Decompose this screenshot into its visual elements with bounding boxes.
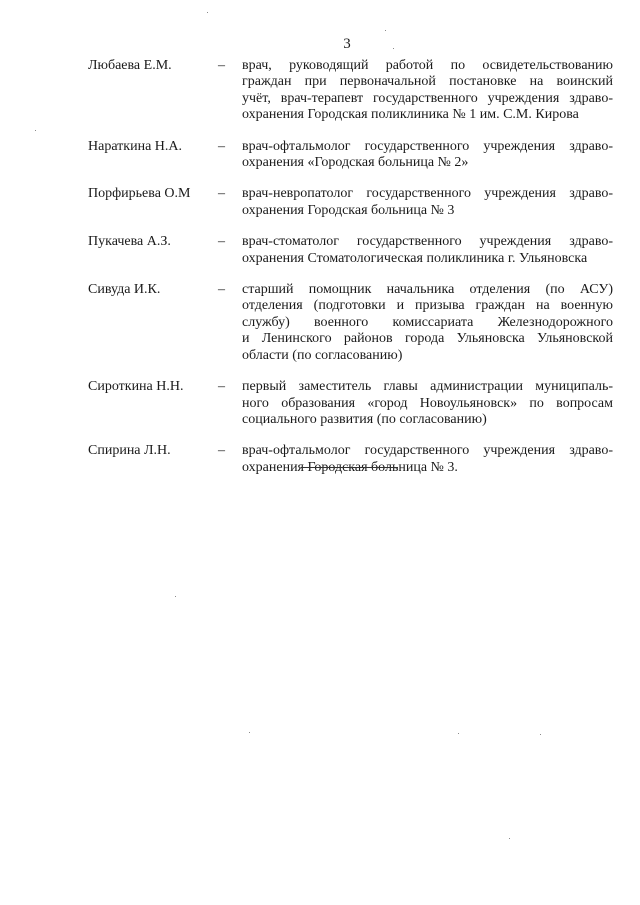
list-item <box>88 234 613 267</box>
scan-speck <box>540 734 541 735</box>
scan-speck <box>393 48 394 49</box>
member-name: Сивуда И.К. <box>88 282 161 298</box>
scan-speck <box>175 596 176 597</box>
dash-separator: – <box>218 379 225 395</box>
member-name: Любаева Е.М. <box>88 58 172 73</box>
dash-separator: – <box>218 58 225 73</box>
scan-speck <box>385 30 386 31</box>
member-description <box>242 139 613 172</box>
member-name: Спирина Л.Н. <box>88 443 171 459</box>
description-line: учёт, врач-терапевт государственного учреждения здраво- <box>242 90 613 106</box>
dash-separator: – <box>218 443 225 459</box>
list-item <box>88 443 613 476</box>
list-item <box>88 282 613 364</box>
dash-separator: – <box>218 186 225 202</box>
scan-speck <box>249 732 250 733</box>
description-line: врач-стоматолог государственного учреждения здраво- <box>242 234 613 250</box>
dash-separator: – <box>218 282 225 298</box>
dash-separator: – <box>218 234 225 250</box>
description-line: охранения «Городская больница № 2» <box>242 155 469 171</box>
list-item <box>88 139 613 172</box>
scan-speck <box>509 838 510 839</box>
description-line: врач-офтальмолог государственного учреждения здраво- <box>242 443 613 459</box>
description-line: старший помощник начальника отделения (по АСУ) <box>242 282 613 298</box>
description-line: охранения Городская больница № 3. <box>242 459 458 475</box>
description-line: врач-невропатолог государственного учреждения здраво- <box>242 186 613 202</box>
description-line: социального развития (по согласованию) <box>242 411 487 427</box>
member-name: Порфирьева О.М <box>88 186 191 202</box>
member-name: Нараткина Н.А. <box>88 138 183 154</box>
list-item <box>88 58 613 124</box>
description-line: первый заместитель главы администрации муниципаль- <box>242 379 613 395</box>
scan-speck <box>458 733 459 734</box>
description-line: граждан при первоначальной постановке на воинский <box>242 74 613 90</box>
description-line: охранения Городская больница № 3 <box>242 202 455 218</box>
end-of-list-rule <box>301 467 398 468</box>
description-line: ного образования «город Новоульяновск» по вопросам <box>242 395 613 411</box>
member-name: Пукачева А.З. <box>88 234 171 250</box>
description-line: отделения (подготовки и призыва граждан на военную <box>242 298 613 314</box>
description-line: области (по согласованию) <box>242 347 403 363</box>
dash-separator: – <box>218 138 225 154</box>
scan-speck <box>207 12 208 13</box>
list-item <box>88 379 613 428</box>
member-name: Сироткина Н.Н. <box>88 379 184 395</box>
member-description <box>242 282 613 364</box>
member-description <box>242 443 613 476</box>
description-line: охранения Городская поликлиника № 1 им. С.М. Кирова <box>242 107 579 123</box>
page-number: 3 <box>343 36 351 52</box>
description-line: и Ленинского районов города Ульяновска Ульяновской <box>242 331 613 347</box>
description-line: охранения Стоматологическая поликлиника г. Ульяновска <box>242 250 588 266</box>
description-line: врач-офтальмолог государственного учреждения здраво- <box>242 138 613 154</box>
member-description <box>242 379 613 428</box>
list-item <box>88 186 613 219</box>
member-description <box>242 234 613 267</box>
member-description <box>242 58 613 124</box>
description-line: врач, руководящий работой по освидетельствованию <box>242 58 613 73</box>
member-description <box>242 186 613 219</box>
description-line: службу) военного комиссариата Железнодорожного <box>242 314 613 330</box>
scan-speck <box>35 130 36 131</box>
member-list <box>88 58 613 491</box>
